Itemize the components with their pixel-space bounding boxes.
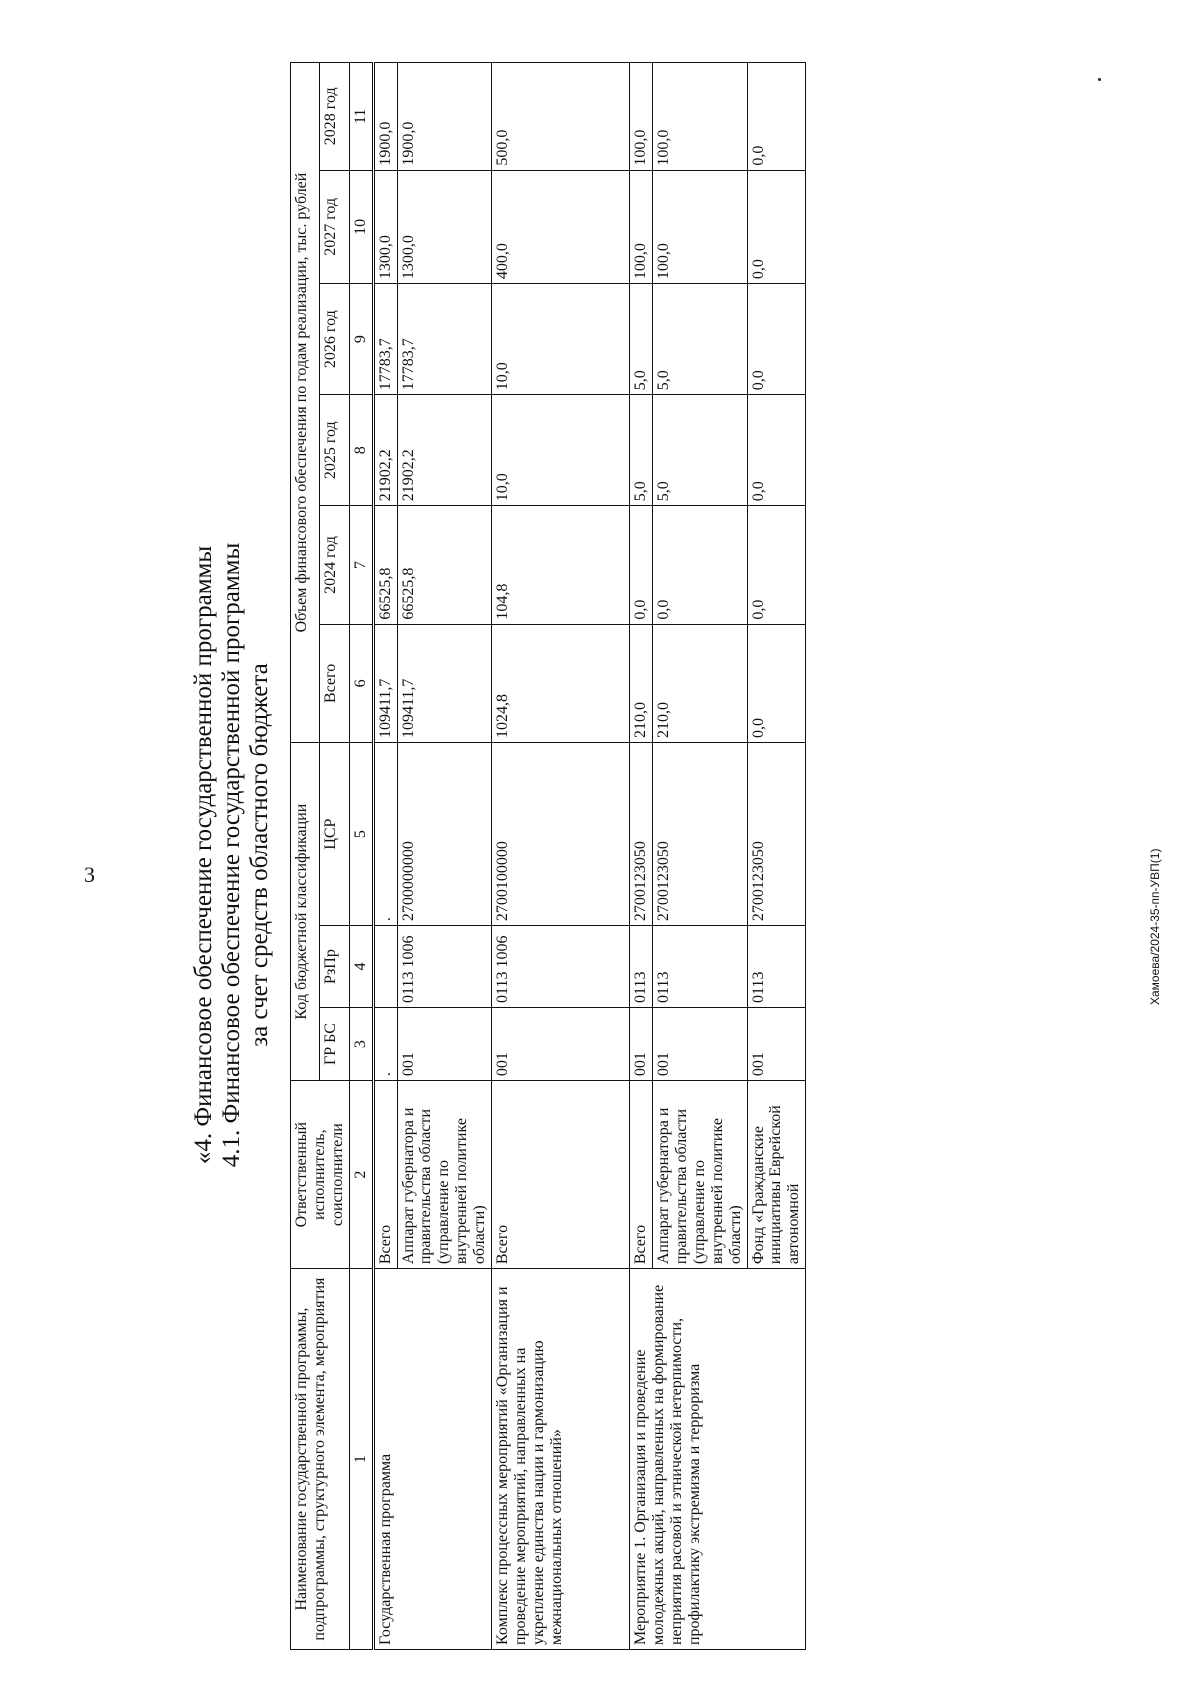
table-row: [492, 63, 630, 1650]
col-number: 11: [349, 63, 373, 171]
subsection-subtitle: за счет средств областного бюджета: [246, 663, 273, 1047]
row-2026: 17783,7: [373, 284, 397, 395]
financing-table: [290, 62, 806, 1650]
section-title: «4. Финансовое обеспечение государственной программы: [190, 545, 217, 1165]
col-number: 6: [349, 624, 373, 742]
row-2025: 5,0: [630, 395, 653, 506]
col-number: 2: [349, 1081, 373, 1269]
document-footer-code: Хамоева/2024-35-пп-УВП(1): [1148, 848, 1162, 1005]
row-csr: 2700000000: [397, 743, 492, 926]
row-2024: 0,0: [747, 506, 806, 624]
row-2027: 100,0: [630, 170, 653, 284]
row-csr: 2700100000: [492, 743, 630, 926]
header-code-group: Код бюджетной классификации: [291, 743, 320, 1081]
row-rzpr: 0113: [747, 926, 806, 1008]
row-grbs: 001: [747, 1007, 806, 1080]
header-total: Всего: [320, 624, 349, 742]
col-number: 9: [349, 284, 373, 395]
row-2024: 66525,8: [373, 506, 397, 624]
row-total: 109411,7: [373, 624, 397, 742]
row-name: Государственная программа: [373, 1269, 491, 1650]
row-2025: 10,0: [492, 395, 630, 506]
row-2024: 66525,8: [397, 506, 492, 624]
row-grbs: 001: [492, 1007, 630, 1080]
page-number: 3: [84, 862, 95, 887]
row-2027: 400,0: [492, 170, 630, 284]
row-2027: 1300,0: [397, 170, 492, 284]
row-2025: 21902,2: [373, 395, 397, 506]
row-2026: 5,0: [630, 284, 653, 395]
row-2027: 100,0: [652, 170, 747, 284]
row-grbs: 001: [652, 1007, 747, 1080]
row-2028: 0,0: [747, 63, 806, 171]
row-grbs: 001: [630, 1007, 653, 1080]
row-2026: 0,0: [747, 284, 806, 395]
header-name: Наименование государственной программы, подпрограммы, структурного элемента, мероприятия: [291, 1269, 350, 1650]
header-2026: 2026 год: [320, 284, 349, 395]
row-executor: Аппарат губернатора и правительства области (управление по внутренней политике области): [652, 1081, 747, 1269]
row-rzpr: [373, 926, 397, 1008]
row-rzpr: 0113: [630, 926, 653, 1008]
row-2026: 10,0: [492, 284, 630, 395]
col-number: 1: [349, 1269, 373, 1650]
row-csr: .: [373, 743, 397, 926]
row-2027: 0,0: [747, 170, 806, 284]
table-row: [373, 63, 397, 1650]
row-rzpr: 0113: [652, 926, 747, 1008]
row-rzpr: 0113 1006: [492, 926, 630, 1008]
header-2028: 2028 год: [320, 63, 349, 171]
row-2024: 0,0: [630, 506, 653, 624]
table-row: [630, 63, 653, 1650]
row-total: 210,0: [652, 624, 747, 742]
row-2024: 0,0: [652, 506, 747, 624]
header-csr: ЦСР: [320, 743, 349, 926]
row-2028: 100,0: [630, 63, 653, 171]
row-2025: 0,0: [747, 395, 806, 506]
row-2025: 5,0: [652, 395, 747, 506]
col-number: 3: [349, 1007, 373, 1080]
row-grbs: 001: [397, 1007, 492, 1080]
col-number: 8: [349, 395, 373, 506]
col-number: 4: [349, 926, 373, 1008]
row-total: 210,0: [630, 624, 653, 742]
row-total: 109411,7: [397, 624, 492, 742]
header-row-1: [291, 63, 320, 1650]
header-rzpr: РзПр: [320, 926, 349, 1008]
row-2026: 17783,7: [397, 284, 492, 395]
row-name: Мероприятие 1. Организация и проведение молодежных акций, направленных на формирование неприятия расовой и этнической нетерпимости, профилактику экстремизма и терроризма: [630, 1269, 806, 1650]
row-total: 1024,8: [492, 624, 630, 742]
header-executor: Ответственный исполнитель, соисполнители: [291, 1081, 350, 1269]
row-rzpr: 0113 1006: [397, 926, 492, 1008]
row-2024: 104,8: [492, 506, 630, 624]
row-csr: 2700123050: [652, 743, 747, 926]
row-executor: Всего: [630, 1081, 653, 1269]
header-2025: 2025 год: [320, 395, 349, 506]
row-2028: 1900,0: [373, 63, 397, 171]
rotated-landscape-page: [0, 60, 1150, 1650]
row-executor: Всего: [373, 1081, 397, 1269]
row-2028: 500,0: [492, 63, 630, 171]
col-number: 7: [349, 506, 373, 624]
header-2027: 2027 год: [320, 170, 349, 284]
col-number: 10: [349, 170, 373, 284]
row-2025: 21902,2: [397, 395, 492, 506]
row-name: Комплекс процессных мероприятий «Организация и проведение мероприятий, направленных на укрепление единства нации и гармонизацию межнациональных отношений»: [492, 1269, 630, 1650]
row-executor: Аппарат губернатора и правительства области (управление по внутренней политике области): [397, 1081, 492, 1269]
row-csr: 2700123050: [747, 743, 806, 926]
row-2026: 5,0: [652, 284, 747, 395]
row-executor: Всего: [492, 1081, 630, 1269]
header-grbs: ГР БС: [320, 1007, 349, 1080]
row-executor: Фонд «Гражданские инициативы Еврейской автономной: [747, 1081, 806, 1269]
header-volume-group: Объем финансового обеспечения по годам реализации, тыс. рублей: [291, 63, 320, 743]
row-2028: 1900,0: [397, 63, 492, 171]
row-2027: 1300,0: [373, 170, 397, 284]
row-2028: 100,0: [652, 63, 747, 171]
row-csr: 2700123050: [630, 743, 653, 926]
row-total: 0,0: [747, 624, 806, 742]
column-number-row: [349, 63, 373, 1650]
header-2024: 2024 год: [320, 506, 349, 624]
row-grbs: .: [373, 1007, 397, 1080]
col-number: 5: [349, 743, 373, 926]
subsection-title: 4.1. Финансовое обеспечение государственной программы: [218, 542, 245, 1168]
